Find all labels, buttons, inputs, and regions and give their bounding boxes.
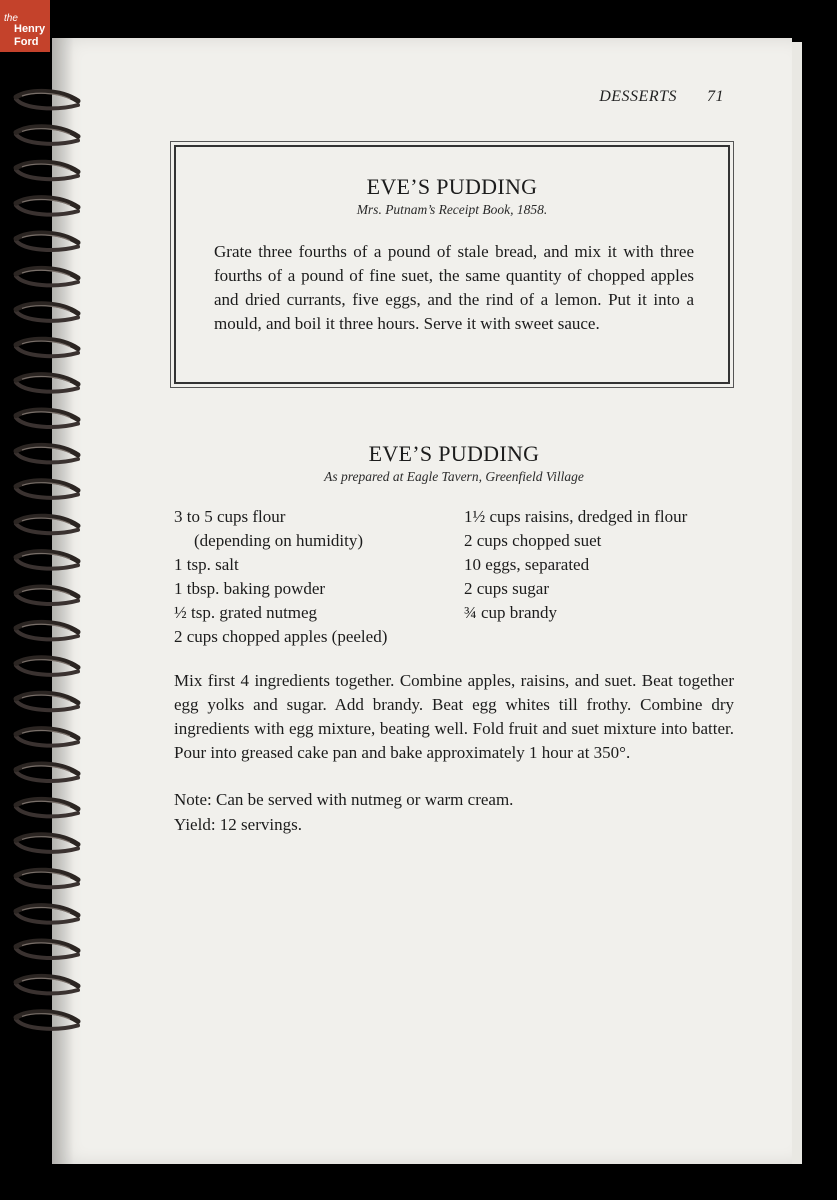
binding-coil [16, 622, 78, 639]
binding-coil [16, 339, 78, 356]
section-title: DESSERTS [599, 88, 677, 105]
historic-recipe-text: Grate three fourths of a pound of stale bread, and mix it with three fourths of a pound of fine suet, the same quantity of chopped apples and dried currants, five eggs, and the rind of a lemon. Put it into a mould, and boil it three hours. Serve it with sweet sauce. [214, 242, 694, 333]
ingredient-item: 2 cups chopped apples (peeled) [174, 627, 388, 646]
ingredient-column-left [174, 505, 464, 649]
ingredient-item: 10 eggs, separated [464, 555, 590, 574]
recipe-method: Mix first 4 ingredients together. Combine apples, raisins, and suet. Beat together egg yolks and sugar. Add brandy. Beat egg whites till frothy. Combine dry ingredients with egg mixture, beating well. Fold fruit and suet mixture into batter. Pour into greased cake pan and bake approximately 1 hour at 350°. [174, 671, 734, 762]
binding-coil [16, 587, 78, 604]
modern-recipe-source: As prepared at Eagle Tavern, Greenfield Village [324, 469, 584, 484]
running-head [599, 88, 724, 106]
binding-coil [16, 941, 78, 958]
binding-coil [16, 162, 78, 179]
binding-coil [16, 1012, 78, 1029]
binding-coil [16, 268, 78, 285]
ingredient-item: 1 tsp. salt [174, 555, 239, 574]
binding-coil [16, 976, 78, 993]
recipe-notes [174, 787, 734, 837]
logo-henry: Henry [14, 23, 46, 35]
recipe-yield: Yield: 12 servings. [174, 815, 302, 834]
binding-coil [16, 870, 78, 887]
ingredient-item: 1 tbsp. baking powder [174, 579, 326, 598]
binding-coil [16, 658, 78, 675]
binding-coil [16, 516, 78, 533]
binding-coil [16, 481, 78, 498]
ingredient-list [174, 505, 734, 649]
binding-coil [16, 799, 78, 816]
modern-recipe-title: EVE’S PUDDING [368, 441, 540, 466]
binding-coil [16, 198, 78, 215]
binding-coil [16, 835, 78, 852]
spiral-binding [0, 0, 90, 1200]
binding-coil [16, 729, 78, 746]
ingredient-item: (depending on humidity) [194, 531, 364, 550]
ingredient-item: 2 cups sugar [464, 579, 549, 598]
recipe-note: Note: Can be served with nutmeg or warm cream. [174, 790, 514, 809]
book-page [52, 38, 792, 1164]
historic-recipe-source: Mrs. Putnam’s Receipt Book, 1858. [356, 202, 548, 217]
binding-coil [16, 91, 78, 108]
binding-coil [16, 552, 78, 569]
ingredient-item: ½ tsp. grated nutmeg [174, 603, 318, 622]
ingredient-item: 2 cups chopped suet [464, 531, 602, 550]
binding-coil [16, 375, 78, 392]
ingredient-item: ¾ cup brandy [464, 603, 558, 622]
historic-recipe-box [174, 145, 730, 384]
logo-the: the [4, 13, 18, 24]
ingredient-item: 1½ cups raisins, dredged in flour [464, 507, 688, 526]
logo-ford: Ford [14, 36, 39, 48]
binding-coil [16, 233, 78, 250]
page-number: 71 [707, 88, 724, 105]
ingredient-column-right [464, 505, 734, 649]
binding-coil [16, 906, 78, 923]
modern-recipe [174, 441, 734, 837]
binding-coil [16, 127, 78, 144]
ingredient-item: 3 to 5 cups flour [174, 507, 286, 526]
historic-recipe-title: EVE’S PUDDING [366, 174, 538, 199]
binding-coil [16, 693, 78, 710]
binding-coil [16, 445, 78, 462]
binding-coil [16, 410, 78, 427]
binding-coil [16, 764, 78, 781]
binding-coil [16, 304, 78, 321]
